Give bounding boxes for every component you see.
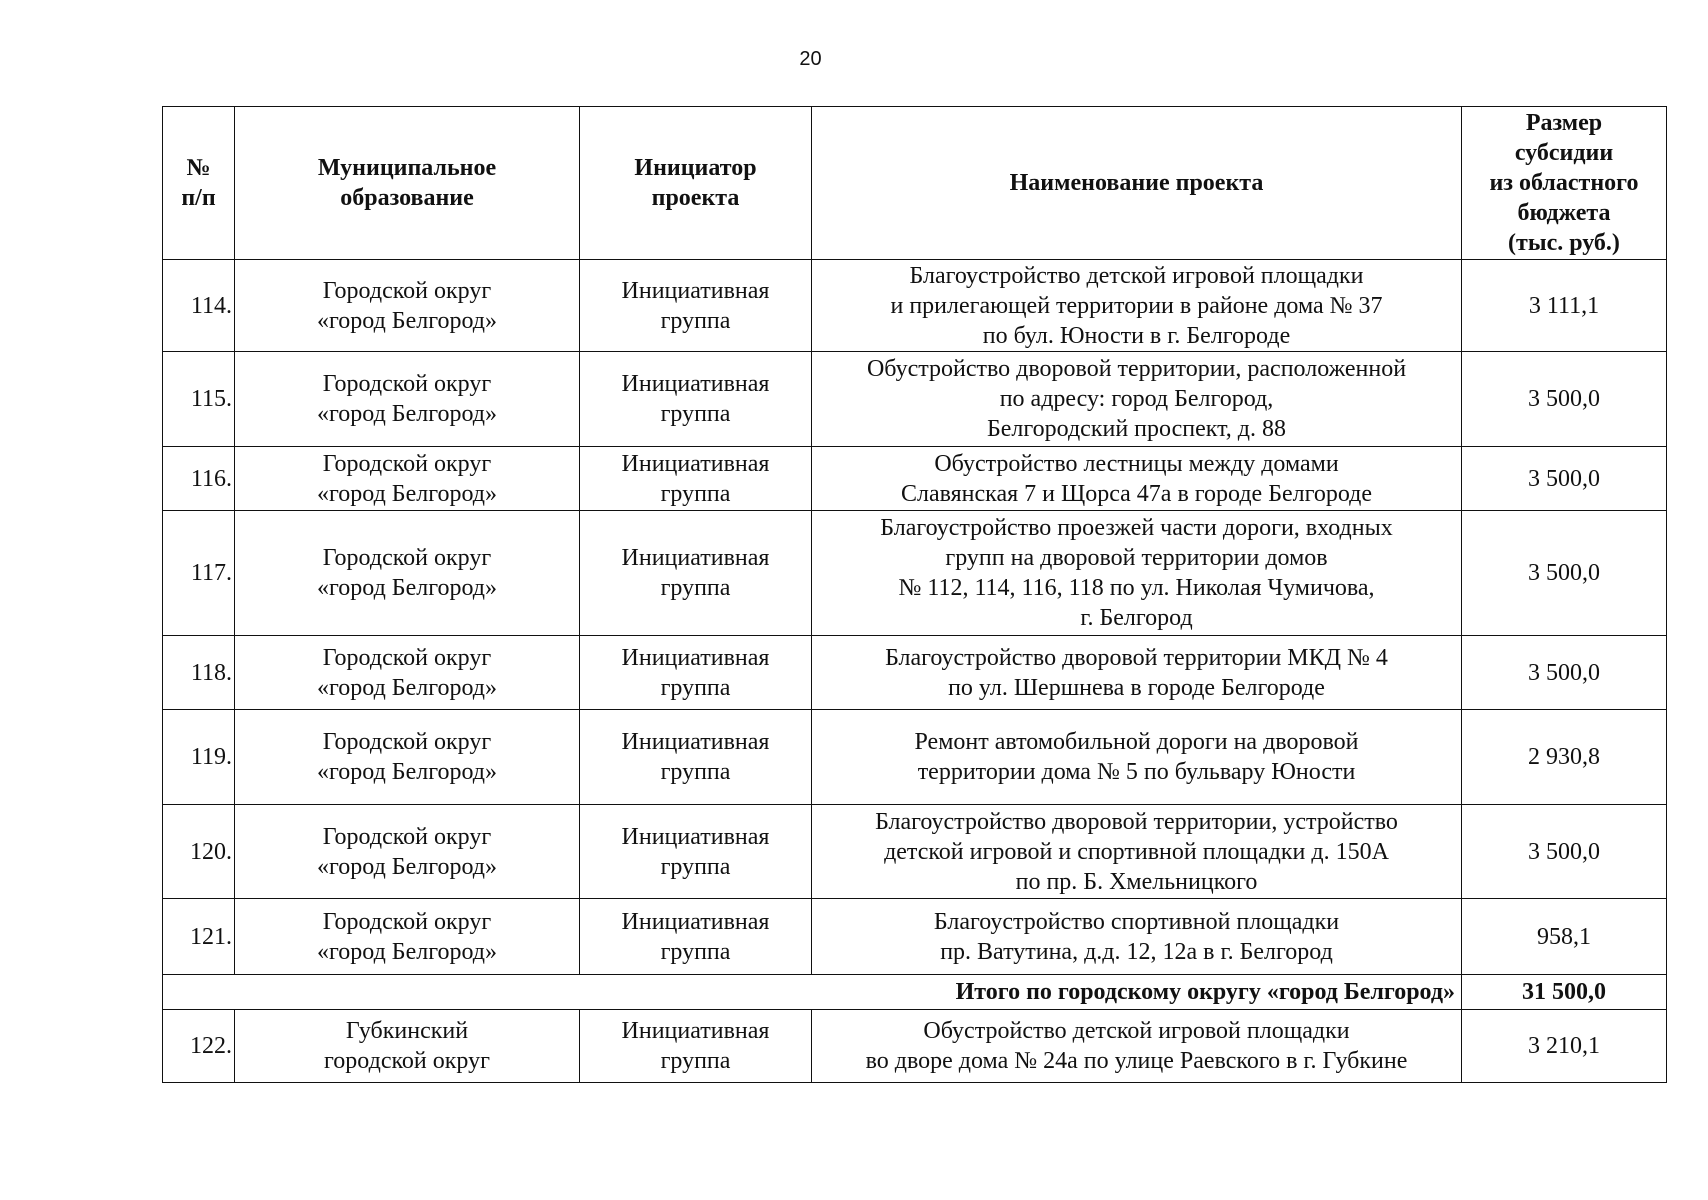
initiator-cell bbox=[580, 260, 812, 352]
subsidy-amount-cell: 958,1 bbox=[1462, 899, 1667, 975]
municipality-cell bbox=[235, 805, 580, 899]
initiator-cell bbox=[580, 805, 812, 899]
municipality-cell-line: «город Белгород» bbox=[317, 480, 497, 507]
project-name-cell bbox=[812, 260, 1462, 352]
row-number: 116. bbox=[163, 447, 235, 511]
municipality-cell-line: Городской округ bbox=[322, 277, 492, 304]
subsidy-amount-cell: 3 500,0 bbox=[1462, 447, 1667, 511]
table-body bbox=[163, 260, 1667, 975]
project-name-cell-line: и прилегающей территории в районе дома № 37 bbox=[890, 292, 1383, 319]
header-municipality bbox=[235, 107, 580, 260]
municipality-cell bbox=[235, 899, 580, 975]
initiator-cell-line: группа bbox=[660, 480, 731, 507]
header-line: бюджета bbox=[1517, 200, 1611, 226]
initiator-cell bbox=[580, 352, 812, 447]
initiator-cell-line: группа bbox=[660, 401, 731, 427]
initiator-cell-line: Инициативная bbox=[621, 729, 770, 755]
initiator-cell bbox=[580, 710, 812, 805]
initiator-cell bbox=[580, 1010, 812, 1083]
initiator-cell bbox=[580, 636, 812, 710]
header-line: Муниципальное bbox=[317, 155, 497, 181]
table-row bbox=[163, 899, 1667, 975]
project-name-cell-line: пр. Ватутина, д.д. 12, 12а в г. Белгород bbox=[940, 938, 1333, 965]
table-row bbox=[163, 260, 1667, 352]
project-name-cell-line: Обустройство лестницы между домами bbox=[934, 450, 1339, 477]
project-name-cell bbox=[812, 710, 1462, 805]
project-name-cell-line: Благоустройство дворовой территории МКД № 4 bbox=[885, 644, 1388, 671]
table-row bbox=[163, 447, 1667, 511]
initiator-cell-line: группа bbox=[660, 575, 731, 601]
header-subsidy bbox=[1462, 107, 1667, 260]
municipality-cell bbox=[235, 1010, 580, 1083]
table-header-row bbox=[163, 107, 1667, 260]
project-name-cell-line: Благоустройство детской игровой площадки bbox=[909, 262, 1364, 289]
row-number: 120. bbox=[163, 805, 235, 899]
row-number: 115. bbox=[163, 352, 235, 447]
municipality-cell-line: Городской округ bbox=[322, 371, 492, 397]
header-line: Размер bbox=[1525, 110, 1603, 136]
municipality-cell-line: Городской округ bbox=[322, 644, 492, 671]
subsidy-amount-cell: 3 500,0 bbox=[1462, 636, 1667, 710]
page-number bbox=[0, 48, 1708, 71]
header-line: проекта bbox=[651, 185, 740, 211]
project-name-cell-line: по бул. Юности в г. Белгороде bbox=[982, 322, 1291, 349]
row-number: 118. bbox=[163, 636, 235, 710]
header-line: № bbox=[186, 155, 211, 181]
municipality-cell bbox=[235, 260, 580, 352]
municipality-cell-line: «город Белгород» bbox=[317, 853, 497, 880]
total-value: 31 500,0 bbox=[1462, 975, 1667, 1010]
project-name-cell-line: Белгородский проспект, д. 88 bbox=[986, 416, 1286, 442]
project-name-cell-line: Благоустройство спортивной площадки bbox=[933, 908, 1340, 935]
project-name-cell-line: Обустройство детской игровой площадки bbox=[923, 1018, 1350, 1044]
initiator-cell bbox=[580, 447, 812, 511]
row-number: 121. bbox=[163, 899, 235, 975]
table-row bbox=[163, 636, 1667, 710]
municipality-cell-line: «город Белгород» bbox=[317, 759, 497, 785]
header-line: из областного bbox=[1489, 170, 1639, 196]
initiator-cell-line: Инициативная bbox=[621, 1018, 770, 1044]
header-line: п/п bbox=[181, 185, 216, 211]
initiator-cell-line: Инициативная bbox=[621, 277, 770, 304]
project-name-cell-line: территории дома № 5 по бульвару Юности bbox=[917, 759, 1356, 785]
project-name-cell-line: г. Белгород bbox=[1080, 605, 1193, 631]
initiator-cell-line: Инициативная bbox=[621, 371, 770, 397]
table-row bbox=[163, 805, 1667, 899]
municipality-cell-line: «город Белгород» bbox=[317, 938, 497, 965]
project-name-cell bbox=[812, 805, 1462, 899]
page-number-text: 20 bbox=[799, 48, 822, 70]
municipality-cell-line: Городской округ bbox=[322, 545, 492, 571]
project-name-cell bbox=[812, 1010, 1462, 1083]
initiator-cell-line: группа bbox=[660, 759, 731, 785]
project-name-cell bbox=[812, 636, 1462, 710]
total-row bbox=[163, 975, 1667, 1010]
initiator-cell bbox=[580, 899, 812, 975]
municipality-cell-line: «город Белгород» bbox=[317, 674, 497, 701]
subsidy-amount-cell: 3 210,1 bbox=[1462, 1010, 1667, 1083]
project-name-cell bbox=[812, 352, 1462, 447]
initiator-cell-line: Инициативная bbox=[621, 545, 770, 571]
project-name-cell-line: по пр. Б. Хмельницкого bbox=[1015, 868, 1258, 895]
municipality-cell-line: Городской округ bbox=[322, 729, 492, 755]
header-line: субсидии bbox=[1514, 140, 1614, 166]
total-label: Итого по городскому округу «город Белгород» bbox=[163, 975, 1462, 1010]
project-name-cell-line: по ул. Шершнева в городе Белгороде bbox=[948, 674, 1325, 701]
row-number: 122. bbox=[163, 1010, 235, 1083]
municipality-cell-line: «город Белгород» bbox=[317, 307, 497, 334]
row-number: 114. bbox=[163, 260, 235, 352]
project-name-cell bbox=[812, 899, 1462, 975]
header-line: образование bbox=[340, 185, 474, 211]
initiator-cell-line: группа bbox=[660, 853, 731, 880]
initiator-cell-line: Инициативная bbox=[621, 823, 770, 850]
row-number: 119. bbox=[163, 710, 235, 805]
project-name-cell-line: по адресу: город Белгород, bbox=[999, 386, 1274, 412]
project-name-cell bbox=[812, 511, 1462, 636]
project-name-cell-line: Славянская 7 и Щорса 47а в городе Белгороде bbox=[900, 480, 1373, 507]
municipality-cell bbox=[235, 352, 580, 447]
municipality-cell-line: «город Белгород» bbox=[317, 401, 497, 427]
municipality-cell-line: «город Белгород» bbox=[317, 575, 497, 601]
header-line: Наименование проекта bbox=[1009, 170, 1264, 196]
project-name-cell bbox=[812, 447, 1462, 511]
municipality-cell bbox=[235, 636, 580, 710]
table-body-after-total bbox=[163, 1010, 1667, 1083]
project-name-cell-line: Обустройство дворовой территории, расположенной bbox=[866, 356, 1407, 382]
initiator-cell-line: Инициативная bbox=[621, 644, 770, 671]
initiator-cell-line: группа bbox=[660, 938, 731, 965]
project-name-cell-line: № 112, 114, 116, 118 по ул. Николая Чумичова, bbox=[898, 575, 1375, 601]
header-line: (тыс. руб.) bbox=[1508, 230, 1620, 256]
subsidy-amount-cell: 3 500,0 bbox=[1462, 805, 1667, 899]
municipality-cell bbox=[235, 511, 580, 636]
municipality-cell-line: Городской округ bbox=[322, 450, 492, 477]
header-project bbox=[812, 107, 1462, 260]
initiator-cell bbox=[580, 511, 812, 636]
table-row bbox=[163, 1010, 1667, 1083]
row-number: 117. bbox=[163, 511, 235, 636]
initiator-cell-line: Инициативная bbox=[621, 450, 770, 477]
initiator-cell-line: группа bbox=[660, 1048, 731, 1074]
table-row bbox=[163, 352, 1667, 447]
municipality-cell bbox=[235, 710, 580, 805]
table-total bbox=[163, 975, 1667, 1010]
municipality-cell-line: Губкинский bbox=[345, 1018, 469, 1044]
header-initiator bbox=[580, 107, 812, 260]
initiator-cell-line: группа bbox=[660, 307, 731, 334]
subsidy-amount-cell: 3 111,1 bbox=[1462, 260, 1667, 352]
header-line: Инициатор bbox=[634, 155, 757, 181]
municipality-cell-line: Городской округ bbox=[322, 908, 492, 935]
project-name-cell-line: детской игровой и спортивной площадки д. 150А bbox=[884, 838, 1389, 865]
subsidy-table bbox=[162, 106, 1667, 1083]
municipality-cell-line: городской округ bbox=[324, 1048, 490, 1074]
header-num bbox=[163, 107, 235, 260]
subsidy-amount-cell: 3 500,0 bbox=[1462, 511, 1667, 636]
municipality-cell-line: Городской округ bbox=[322, 823, 492, 850]
municipality-cell bbox=[235, 447, 580, 511]
project-name-cell-line: Благоустройство проезжей части дороги, входных bbox=[880, 515, 1393, 541]
initiator-cell-line: Инициативная bbox=[621, 908, 770, 935]
project-name-cell-line: во дворе дома № 24а по улице Раевского в г. Губкине bbox=[865, 1048, 1408, 1074]
project-name-cell-line: Благоустройство дворовой территории, устройство bbox=[875, 808, 1398, 835]
initiator-cell-line: группа bbox=[660, 674, 731, 701]
table-row bbox=[163, 710, 1667, 805]
table-row bbox=[163, 511, 1667, 636]
project-name-cell-line: групп на дворовой территории домов bbox=[945, 545, 1328, 571]
project-name-cell-line: Ремонт автомобильной дороги на дворовой bbox=[914, 729, 1359, 755]
subsidy-amount-cell: 2 930,8 bbox=[1462, 710, 1667, 805]
subsidy-amount-cell: 3 500,0 bbox=[1462, 352, 1667, 447]
